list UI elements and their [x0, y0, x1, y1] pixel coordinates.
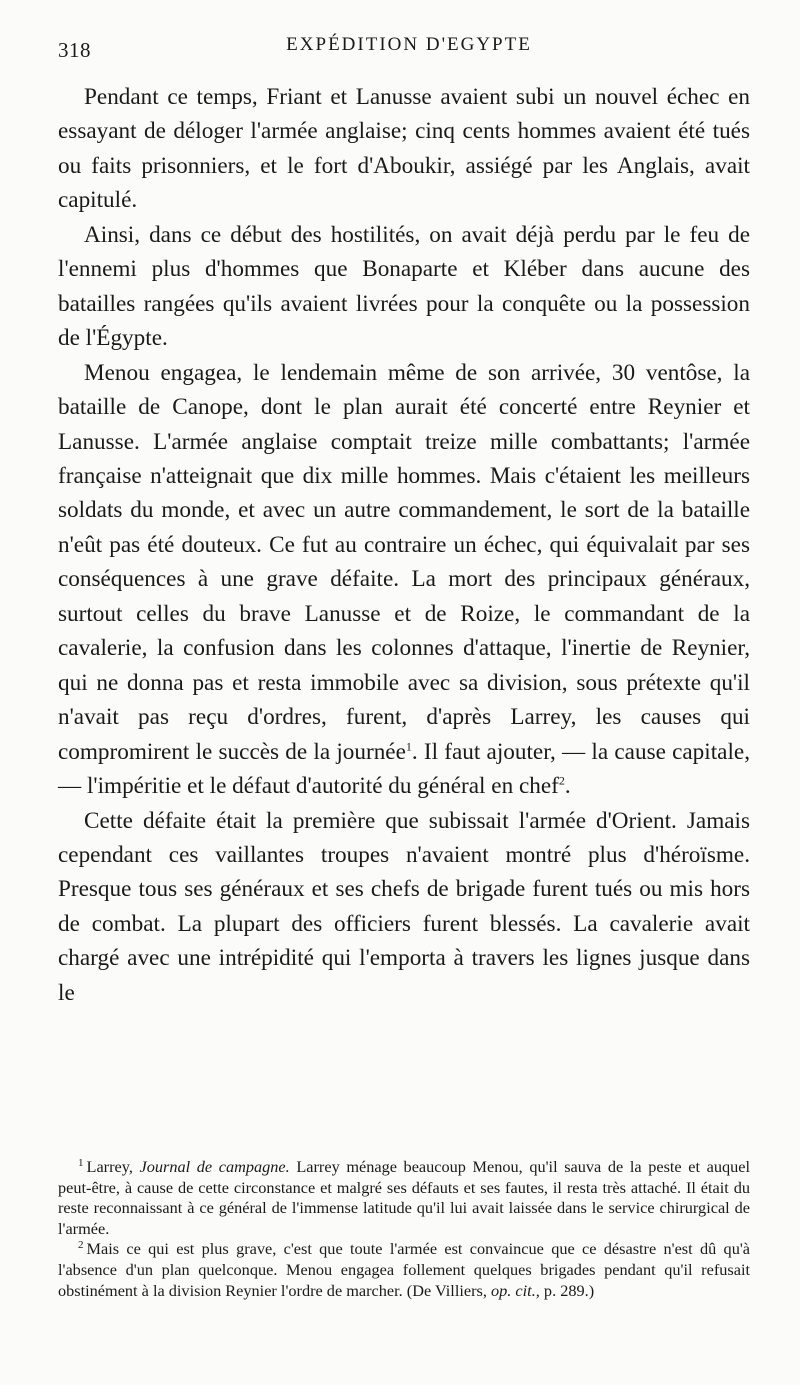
footnote-2-tail: p. 289.)	[543, 1280, 595, 1300]
paragraph-4: Cette défaite était la première que subissait l'armée d'Orient. Jamais cependant ces vaillantes troupes n'avaient montré plus d'héroïsme. Presque tous ses généraux et ses chefs de brigade furent tués ou mis hors de combat. La plupart des officiers furent blessés. La cavalerie avait chargé avec une intrépidité qui l'emporta à travers les lignes jusque dans le	[58, 807, 750, 1006]
footnotes	[58, 1157, 750, 1301]
body-text	[58, 80, 750, 1010]
footnote-1-title: Journal de campagne.	[139, 1157, 290, 1176]
paragraph-3-part-b: . Il faut ajouter, — la cause capitale, — l'impéritie et le défaut d'autorité du général en chef	[58, 738, 750, 800]
paragraph-2: Ainsi, dans ce début des hostilités, on avait déjà perdu par le feu de l'ennemi plus d'hommes que Bonaparte et Kléber dans aucune des batailles rangées qu'ils avaient livrées pour la conquête ou la possession de l'Égypte.	[58, 221, 750, 352]
footnote-2-text: Mais ce qui est plus grave, c'est que toute l'armée est convaincue que ce désastre n'est dû qu'à l'absence d'un plan quelconque. Menou engagea follement quelques brigades pendant qu'il refusait obstinément à la division Reynier l'ordre de marcher. (De Villiers,	[58, 1239, 750, 1300]
footnote-2-mark: 2	[78, 1238, 84, 1251]
footnote-1-mark: 1	[78, 1156, 84, 1169]
footnote-ref-2: 2	[558, 773, 565, 788]
footnote-1	[58, 1157, 750, 1239]
paragraph-3-part-a: Menou engagea, le lendemain même de son arrivée, 30 ventôse, la bataille de Canope, dont le plan aurait été concerté entre Reynier et Lanusse. L'armée anglaise comptait treize mille combattants; l'armée française n'atteignait que dix mille hommes. Mais c'étaient les meilleurs soldats du monde, et avec un autre commandement, le sort de la bataille n'eût pas été douteux. Ce fut au contraire un échec, qui équivalait par ses conséquences à une grave défaite. La mort des principaux généraux, surtout celles du brave Lanusse et de Roize, le commandant de la cavalerie, la confusion dans les colonnes d'attaque, l'inertie de Reynier, qui ne donna pas et resta immobile avec sa division, sous prétexte qu'il n'avait pas reçu d'ordres, furent, d'après Larrey, les causes qui compromirent le succès de la journée	[58, 359, 750, 765]
paragraph-1: Pendant ce temps, Friant et Lanusse avaient subi un nouvel échec en essayant de déloger l'armée anglaise; cinq cents hommes avaient été tués ou faits prisonniers, et le fort d'Aboukir, assiégé par les Anglais, avait capitulé.	[58, 84, 750, 214]
footnote-2	[58, 1239, 750, 1301]
running-head	[58, 32, 750, 62]
paragraph-3	[58, 356, 750, 804]
footnote-2-cite: op. cit.,	[491, 1280, 540, 1300]
page-number: 318	[58, 38, 91, 62]
footnote-1-text: Larrey ménage beaucoup Menou, qu'il sauva de la peste et auquel peut-être, à cause de cette circonstance et malgré ses défauts et ses fautes, il resta très attaché. Il était du reste reconnaissant à ce général de l'immense latitude qu'il lui avait laissée dans le service chirurgical de l'armée.	[58, 1157, 751, 1238]
running-title: EXPÉDITION D'EGYPTE	[286, 34, 532, 55]
paragraph-3-part-c: .	[564, 773, 571, 800]
footnote-1-author: Larrey,	[86, 1157, 133, 1176]
footnote-ref-1: 1	[405, 738, 412, 753]
